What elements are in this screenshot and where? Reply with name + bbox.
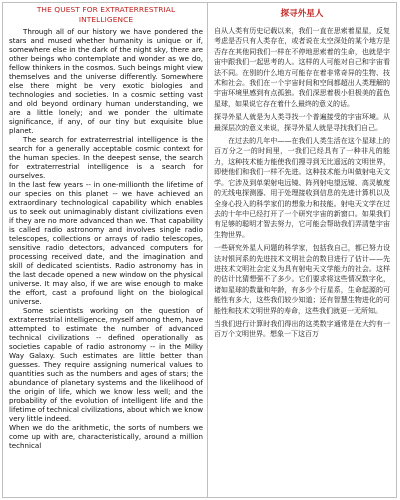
- english-paragraph-4: Some scientists working on the question of extraterrestrial intelligence, myself among them, have attempted to estimate the number of advanced technical civilizations -- defined operationally as societies capable of radio astronomy -- in the Milky Way Galaxy. Such estimates are little better than guesses. They require assigning numerical values to quantities such as the numbers and ages of stars; the abundance of planetary systems and the likelihood of the origin of life, which we know less well; and the probability of the evolution of intelligent life and the lifetime of technical civilizations, about which we know very little indeed.: [9, 306, 203, 424]
- english-column: [3, 3, 208, 497]
- chinese-paragraph-4: 一些研究外星人问题的科学家，包括我自己，都已努力设法对银河系的先进技术文明社会的数目进行了估计——先进技术文明社会定义为具有射电天文学能力的社会。这样的估计比猜想强不了多少。它们要求将这些情况数字化，诸如星球的数量和年龄，有多少个行星系，生命起源的可能性有多大，这些我们较少知道；还有智慧生物进化的可能性和技术文明世界的寿命，这些我们就更一无所知。: [214, 244, 390, 315]
- english-paragraph-3: In the last few years -- in one-millionth the lifetime of our species on this planet -- we have achieved an extraordinary technological capability which enables us to seek out unimaginably distant civilizations even if they are no more advanced than we. That capability is called radio astronomy and involves single radio telescopes, collections or arrays of radio telescopes, sensitive radio detectors, advanced computers for processing received date, and the imagination and skill of dedicated scientists. Radio astronomy has in the last decade opened a new window on the physical universe. It may also, if we are wise enough to make the effort, cast a profound light on the biological universe.: [9, 180, 203, 307]
- english-title: THE QUEST FOR EXTRATERRESTRIAL INTELLIGENCE: [36, 5, 176, 25]
- english-paragraph-1: Through all of our history we have pondered the stars and mused whether humanity is unique or if, somewhere else in the dark of the night sky, there are other beings who contemplate and wonder as we do, fellow thinkers in the cosmos. Such beings might view themselves and the universe differently. Somewhere else there might be very exotic biologies and technologies and societies. In a cosmic setting vast and old beyond ordinary human understanding, we are a little lonely; and we ponder the ultimate significance, if any, of our tiny but exquisite blue planet.: [9, 27, 203, 136]
- chinese-paragraph-1: 自从人类有历史记载以来，我们一直在思索着星星，反复考虑是否只有人类存在，或者说在太空深处的某个地方是否存在其他同我们一样在不停地思索着的生命，也就是宇宙中跟我们一起思考的人。这样的人可能对自己和宇宙看法不同。在别的什么地方可能存在着非常奇异的生物、技术和社会。我们在一个宇宙时间和空间都超出人类理解的宇宙环境里感到有点孤独。我们深思着极小但极美的蓝色星球，如果说它存在着什么最终的意义的话。: [214, 27, 390, 108]
- chinese-paragraph-5: 当我们进行计算时我们得出的这类数字通常是在大约有一百万个文明世界。想象一下这百万: [214, 319, 390, 339]
- chinese-paragraph-2: 探寻外星人就是为人类寻找一个普遍接受的宇宙环境。从最深层次的意义来说，探寻外星人就是寻找我们自己。: [214, 113, 390, 132]
- bilingual-page: [2, 2, 397, 498]
- chinese-title: 探寻外星人: [280, 9, 324, 19]
- english-paragraph-2: The search for extraterrestrial intelligence is the search for a generally acceptable cosmic context for the human species. In the deepest sense, the search for extraterrestrial intelligence is a search for ourselves.: [9, 135, 203, 181]
- chinese-column: [208, 3, 396, 497]
- chinese-paragraph-3: 在过去的几年中——在我们人类生活在这个星球上的百万分之一的时间里，一我们已经具有了一种非凡的能力，这种技术能力能使我们搜寻到无比遥远的文明世界，即使他们和我们一样不先进。这种技术能力叫做射电天文学。它涉及到单架射电远镜、阵列射电望远镜、高灵敏度的无线电探测器、用于处理接收到信息的先进计算机以及全身心投入的科学家们的想象力和技能。射电天文学在过去的十年中已经打开了一个研究宇宙的新窗口。如果我们有足够的聪明才智去努力，它可能会帮助我们弄清楚宇宙生物世界。: [214, 137, 390, 239]
- english-paragraph-5: When we do the arithmetic, the sorts of numbers we come up with are, characteristically, around a million technical: [9, 423, 203, 451]
